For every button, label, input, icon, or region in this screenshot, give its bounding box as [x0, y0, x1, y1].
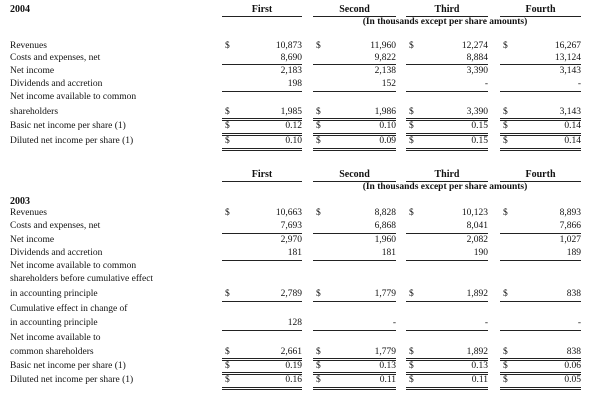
cell-value: 1,779: [374, 347, 396, 357]
cell-value: 0.19: [285, 361, 302, 371]
currency-symbol: $: [503, 136, 508, 146]
double-rule: [406, 360, 488, 361]
double-rule: [500, 118, 581, 119]
sum-rule: [313, 301, 396, 302]
header-underline: [222, 181, 302, 182]
currency-symbol: $: [225, 208, 230, 218]
sum-rule: [313, 233, 396, 234]
row-label: Net income available to: [10, 333, 101, 343]
column-header: Fourth: [525, 169, 556, 180]
cell-value: 0.14: [564, 121, 581, 131]
cell-value: 0.15: [471, 121, 488, 131]
row-label: Cumulative effect in change of: [10, 304, 128, 314]
currency-symbol: $: [225, 41, 230, 51]
row-label: Basic net income per share (1): [10, 121, 126, 131]
cell-value: 12,274: [461, 41, 488, 51]
currency-symbol: $: [225, 136, 230, 146]
double-rule: [406, 387, 488, 388]
column-header: Third: [434, 169, 460, 180]
currency-symbol: $: [409, 289, 414, 299]
currency-symbol: $: [503, 107, 508, 117]
double-rule: [313, 360, 396, 361]
cell-value: 10,873: [275, 41, 302, 51]
double-rule: [500, 135, 581, 136]
currency-symbol: $: [225, 107, 230, 117]
cell-value: 181: [287, 248, 302, 258]
double-rule: [500, 360, 581, 361]
column-header: First: [251, 4, 273, 15]
double-rule: [313, 133, 396, 134]
currency-symbol: $: [409, 41, 414, 51]
double-rule: [406, 358, 488, 359]
cell-value: 0.05: [564, 375, 581, 385]
double-rule: [313, 148, 396, 149]
currency-symbol: $: [409, 121, 414, 131]
double-rule: [222, 120, 302, 121]
cell-value: 9,822: [374, 53, 396, 63]
currency-symbol: $: [409, 375, 414, 385]
cell-value: 8,884: [466, 53, 488, 63]
currency-symbol: $: [503, 41, 508, 51]
cell-value: 2,138: [374, 66, 396, 76]
cell-value: 2,789: [280, 289, 302, 299]
row-label: Costs and expenses, net: [10, 221, 101, 231]
double-rule: [500, 387, 581, 388]
double-rule: [406, 148, 488, 149]
sum-rule: [222, 91, 302, 92]
cell-value: 1,892: [466, 347, 488, 357]
cell-value: 1,027: [559, 235, 581, 245]
cell-value: 128: [287, 318, 302, 328]
sum-rule: [313, 330, 396, 331]
cell-value: -: [577, 318, 581, 328]
double-rule: [406, 135, 488, 136]
sum-rule: [500, 233, 581, 234]
sum-rule: [406, 301, 488, 302]
cell-value: 2,183: [280, 66, 302, 76]
currency-symbol: $: [503, 208, 508, 218]
units-subheader: (In thousands except per share amounts): [362, 17, 528, 27]
currency-symbol: $: [409, 107, 414, 117]
double-rule: [500, 150, 581, 151]
cell-value: 7,866: [559, 221, 581, 231]
row-label: Dividends and accretion: [10, 248, 103, 258]
double-rule: [222, 148, 302, 149]
double-rule: [500, 389, 581, 390]
row-label: Net income available to common: [10, 92, 137, 102]
cell-value: 1,960: [374, 235, 396, 245]
double-rule: [500, 133, 581, 134]
cell-value: 11,960: [370, 41, 396, 51]
cell-value: -: [392, 318, 396, 328]
sum-rule: [222, 260, 302, 261]
double-rule: [406, 133, 488, 134]
row-label: shareholders before cumulative effect: [10, 274, 154, 284]
cell-value: 8,690: [280, 53, 302, 63]
cell-value: 0.11: [379, 375, 396, 385]
sum-rule: [500, 91, 581, 92]
cell-value: 190: [473, 248, 488, 258]
row-label: common shareholders: [10, 347, 94, 357]
column-header: First: [251, 169, 273, 180]
row-label: Diluted net income per share (1): [10, 375, 134, 385]
double-rule: [222, 150, 302, 151]
year-label: 2003: [10, 196, 30, 207]
row-label: shareholders: [10, 107, 59, 117]
cell-value: -: [484, 318, 488, 328]
cell-value: 0.15: [471, 136, 488, 146]
currency-symbol: $: [225, 375, 230, 385]
cell-value: 189: [566, 248, 581, 258]
double-rule: [313, 374, 396, 375]
cell-value: 0.12: [285, 121, 302, 131]
row-label: in accounting principle: [10, 289, 98, 299]
double-rule: [313, 389, 396, 390]
sum-rule: [406, 260, 488, 261]
cell-value: 3,390: [466, 107, 488, 117]
cell-value: 16,267: [554, 41, 581, 51]
column-header: Second: [339, 169, 370, 180]
double-rule: [313, 135, 396, 136]
sum-rule: [313, 260, 396, 261]
cell-value: 838: [566, 289, 581, 299]
sum-rule: [500, 64, 581, 65]
cell-value: 0.10: [285, 136, 302, 146]
currency-symbol: $: [316, 375, 321, 385]
cell-value: -: [577, 79, 581, 89]
sum-rule: [500, 260, 581, 261]
cell-value: 3,143: [559, 107, 581, 117]
sum-rule: [406, 91, 488, 92]
double-rule: [222, 389, 302, 390]
cell-value: 8,828: [374, 208, 396, 218]
cell-value: 0.16: [285, 375, 302, 385]
currency-symbol: $: [316, 107, 321, 117]
double-rule: [500, 372, 581, 373]
currency-symbol: $: [316, 121, 321, 131]
cell-value: 2,661: [280, 347, 302, 357]
currency-symbol: $: [225, 121, 230, 131]
cell-value: 2,082: [466, 235, 488, 245]
row-label: Basic net income per share (1): [10, 361, 126, 371]
double-rule: [313, 387, 396, 388]
cell-value: 181: [381, 248, 396, 258]
currency-symbol: $: [503, 347, 508, 357]
cell-value: -: [484, 79, 488, 89]
header-underline: [222, 16, 302, 17]
cell-value: 1,985: [280, 107, 302, 117]
cell-value: 0.14: [564, 136, 581, 146]
row-label: Dividends and accretion: [10, 79, 103, 89]
row-label: Diluted net income per share (1): [10, 136, 134, 146]
double-rule: [222, 360, 302, 361]
currency-symbol: $: [316, 347, 321, 357]
cell-value: 13,124: [554, 53, 581, 63]
double-rule: [406, 374, 488, 375]
currency-symbol: $: [316, 41, 321, 51]
cell-value: 7,693: [280, 221, 302, 231]
double-rule: [500, 374, 581, 375]
double-rule: [222, 133, 302, 134]
double-rule: [313, 372, 396, 373]
cell-value: 0.10: [379, 121, 396, 131]
double-rule: [406, 118, 488, 119]
double-rule: [222, 372, 302, 373]
sum-rule: [222, 233, 302, 234]
double-rule: [406, 372, 488, 373]
row-label: in accounting principle: [10, 318, 98, 328]
sum-rule: [222, 301, 302, 302]
year-label: 2004: [10, 4, 30, 15]
sum-rule: [222, 64, 302, 65]
currency-symbol: $: [225, 289, 230, 299]
cell-value: 10,663: [275, 208, 302, 218]
cell-value: 0.06: [564, 361, 581, 371]
currency-symbol: $: [316, 361, 321, 371]
currency-symbol: $: [409, 347, 414, 357]
double-rule: [406, 150, 488, 151]
currency-symbol: $: [316, 289, 321, 299]
double-rule: [222, 387, 302, 388]
column-header: Second: [339, 4, 370, 15]
double-rule: [313, 120, 396, 121]
cell-value: 0.09: [379, 136, 396, 146]
double-rule: [222, 135, 302, 136]
currency-symbol: $: [225, 361, 230, 371]
currency-symbol: $: [316, 208, 321, 218]
cell-value: 0.13: [379, 361, 396, 371]
cell-value: 152: [381, 79, 396, 89]
sum-rule: [313, 91, 396, 92]
cell-value: 0.11: [471, 375, 488, 385]
cell-value: 1,986: [374, 107, 396, 117]
currency-symbol: $: [503, 121, 508, 131]
cell-value: 6,868: [374, 221, 396, 231]
cell-value: 10,123: [461, 208, 488, 218]
sum-rule: [500, 330, 581, 331]
sum-rule: [222, 330, 302, 331]
sum-rule: [406, 64, 488, 65]
currency-symbol: $: [503, 375, 508, 385]
cell-value: 1,779: [374, 289, 396, 299]
row-label: Net income available to common: [10, 261, 137, 271]
double-rule: [500, 148, 581, 149]
currency-symbol: $: [409, 208, 414, 218]
double-rule: [222, 118, 302, 119]
currency-symbol: $: [503, 289, 508, 299]
row-label: Costs and expenses, net: [10, 53, 101, 63]
double-rule: [500, 120, 581, 121]
currency-symbol: $: [503, 361, 508, 371]
currency-symbol: $: [225, 347, 230, 357]
cell-value: 1,892: [466, 289, 488, 299]
double-rule: [313, 118, 396, 119]
sum-rule: [500, 301, 581, 302]
currency-symbol: $: [409, 361, 414, 371]
row-label: Revenues: [10, 208, 47, 218]
row-label: Net income: [10, 235, 55, 245]
cell-value: 8,893: [559, 208, 581, 218]
cell-value: 0.13: [471, 361, 488, 371]
double-rule: [406, 120, 488, 121]
column-header: Fourth: [525, 4, 556, 15]
currency-symbol: $: [316, 136, 321, 146]
cell-value: 3,143: [559, 66, 581, 76]
double-rule: [406, 389, 488, 390]
sum-rule: [406, 330, 488, 331]
units-subheader: (In thousands except per share amounts): [362, 182, 528, 192]
row-label: Revenues: [10, 41, 47, 51]
cell-value: 838: [566, 347, 581, 357]
double-rule: [313, 150, 396, 151]
cell-value: 8,041: [466, 221, 488, 231]
cell-value: 3,390: [466, 66, 488, 76]
column-header: Third: [434, 4, 460, 15]
sum-rule: [313, 64, 396, 65]
sum-rule: [406, 233, 488, 234]
cell-value: 198: [287, 79, 302, 89]
double-rule: [222, 358, 302, 359]
row-label: Net income: [10, 66, 55, 76]
currency-symbol: $: [409, 136, 414, 146]
double-rule: [313, 358, 396, 359]
double-rule: [500, 358, 581, 359]
cell-value: 2,970: [280, 235, 302, 245]
double-rule: [222, 374, 302, 375]
